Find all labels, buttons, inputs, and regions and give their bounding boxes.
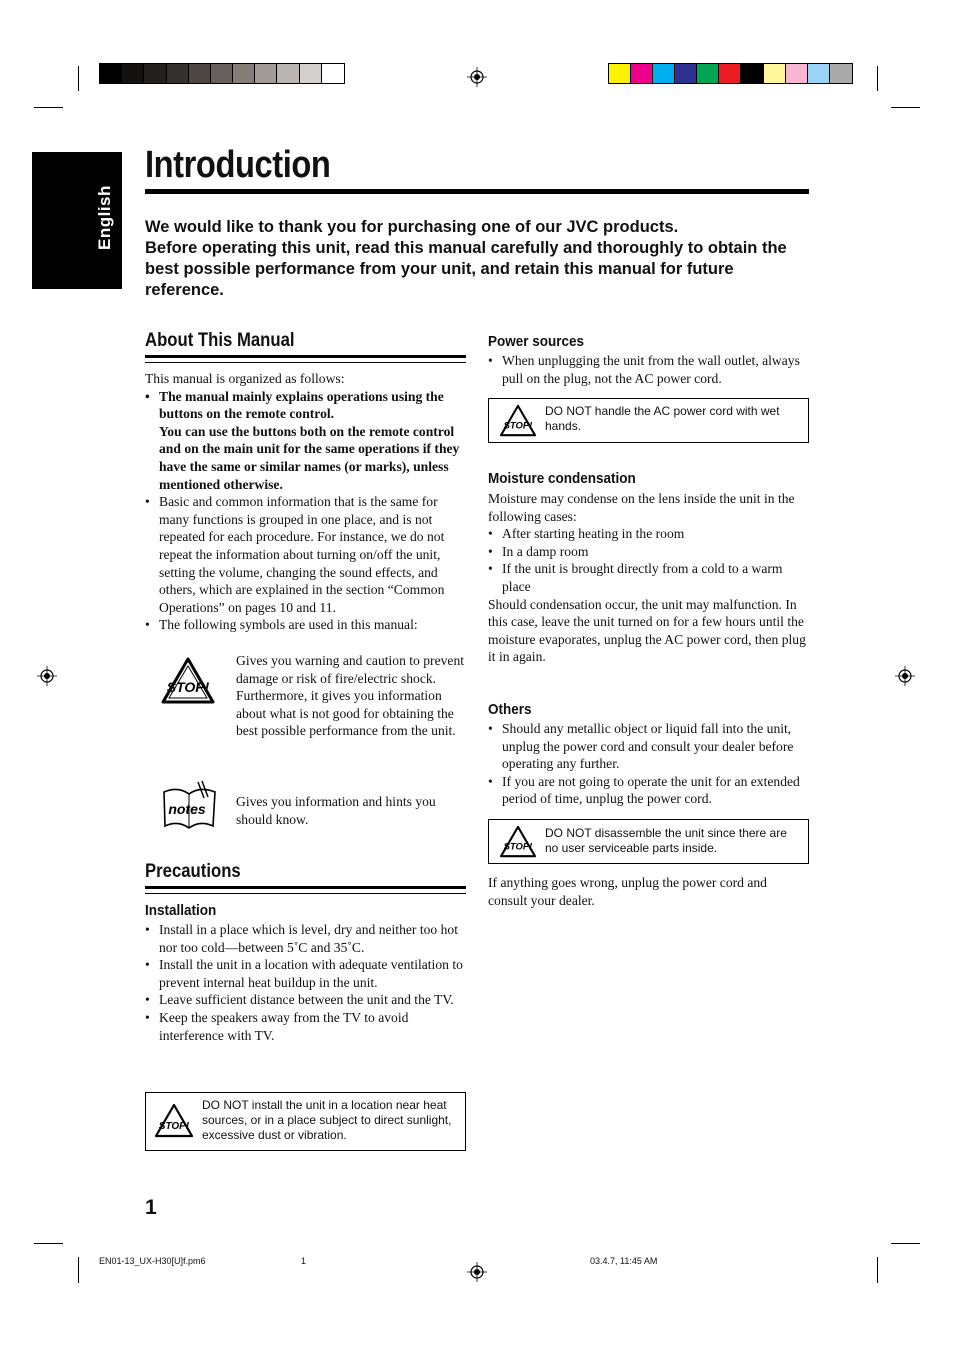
- title-rule: [145, 189, 809, 194]
- stop-desc-2: Furthermore, it gives you information about what is not good for obtaining the best possible performance from the unit.: [236, 688, 456, 739]
- section-rule: [145, 355, 466, 363]
- installation-list: [145, 921, 466, 1044]
- section-rule: [145, 886, 466, 894]
- moisture-heading: Moisture condensation: [488, 470, 636, 487]
- about-heading: About This Manual: [145, 330, 295, 351]
- stop-warning-icon: [160, 656, 216, 706]
- power-warning-box: [488, 398, 809, 443]
- notes-icon: [158, 780, 220, 834]
- color-swatch: [741, 64, 763, 83]
- color-swatch: [697, 64, 719, 83]
- crop-mark: [34, 1243, 63, 1244]
- list-item: • If the unit is brought directly from a cold to a warm place: [488, 560, 809, 595]
- list-item: • In a damp room: [488, 543, 809, 561]
- intro-line-1: We would like to thank you for purchasing one of our JVC products.: [145, 218, 679, 236]
- power-body: [488, 352, 809, 387]
- about-bullet-1b: You can use the buttons both on the remote control and on the main unit for the same operations if they have the same or similar names (or marks), unless mentioned otherwise.: [159, 423, 460, 492]
- crop-mark: [877, 66, 878, 91]
- others-warning-box: [488, 819, 809, 864]
- color-swatch: [830, 64, 852, 83]
- page-number: 1: [145, 1196, 157, 1219]
- notes-description: Gives you information and hints you should know.: [236, 794, 436, 827]
- list-item: • If you are not going to operate the unit for an extended period of time, unplug the power cord.: [488, 773, 813, 808]
- crop-mark: [78, 66, 79, 91]
- color-swatch: [764, 64, 786, 83]
- color-swatch: [167, 64, 189, 83]
- install-warning-text: DO NOT install the unit in a location near heat sources, or in a place subject to direct sunlight, excessive dust or vibration.: [202, 1098, 452, 1142]
- color-swatch: [100, 64, 122, 83]
- color-swatch: [808, 64, 830, 83]
- crop-mark: [891, 107, 920, 108]
- crop-mark: [34, 107, 63, 108]
- color-swatch: [719, 64, 741, 83]
- closing-text: If anything goes wrong, unplug the power cord and consult your dealer.: [488, 875, 767, 908]
- registration-mark-icon: [467, 1262, 487, 1282]
- color-swatch: [122, 64, 144, 83]
- stop-label: STOP!: [503, 841, 533, 853]
- stop-label: STOP!: [503, 420, 533, 432]
- stop-description: [236, 652, 468, 740]
- stop-label: STOP!: [166, 679, 210, 695]
- about-body: [145, 370, 466, 634]
- gray-color-bar: [99, 63, 345, 84]
- list-item: • Basic and common information that is the same for many functions is grouped in one place, and is not repeated for each procedure. For instance, we do not repeat the information about turning on/off the unit, setting the volume, changing the sound effects, and others, which are explained in the section “Common Operations” on pages 10 and 11.: [145, 493, 466, 616]
- stop-warning-icon: [498, 825, 538, 859]
- crop-mark: [877, 1257, 878, 1283]
- list-item: • After starting heating in the room: [488, 525, 809, 543]
- color-swatch: [322, 64, 344, 83]
- list-item: • Leave sufficient distance between the unit and the TV.: [145, 991, 466, 1009]
- list-item: • The following symbols are used in this manual:: [145, 616, 466, 634]
- page-title: Introduction: [145, 144, 331, 186]
- crop-mark: [891, 1243, 920, 1244]
- intro-text: [145, 217, 815, 301]
- color-swatch: [144, 64, 166, 83]
- list-item: • Should any metallic object or liquid fall into the unit, unplug the power cord and consult your dealer before operating any further.: [488, 720, 813, 773]
- intro-line-2: Before operating this unit, read this manual carefully and thoroughly to obtain the best possible performance from your unit, and retain this manual for future reference.: [145, 239, 787, 299]
- stop-warning-icon: [154, 1103, 194, 1139]
- registration-mark-icon: [37, 666, 57, 686]
- color-swatch: [255, 64, 277, 83]
- power-warning-text: DO NOT handle the AC power cord with wet hands.: [545, 404, 780, 433]
- registration-mark-icon: [895, 666, 915, 686]
- notes-label: notes: [168, 801, 206, 817]
- moisture-body: [488, 490, 809, 666]
- stop-desc-1: Gives you warning and caution to prevent damage or risk of fire/electric shock.: [236, 653, 465, 686]
- about-bullet-1a: The manual mainly explains operations using the buttons on the remote control.: [159, 388, 444, 422]
- install-warning-box: [145, 1092, 466, 1151]
- list-item: • When unplugging the unit from the wall outlet, always pull on the plug, not the AC power cord.: [488, 352, 809, 387]
- footer-file: EN01-13_UX-H30[U]f.pm6: [99, 1256, 206, 1266]
- moisture-after: Should condensation occur, the unit may malfunction. In this case, leave the unit turned on for a few hours until the moisture evaporates, unplug the AC power cord, then plug it in again.: [488, 596, 806, 665]
- list-item: • Keep the speakers away from the TV to avoid interference with TV.: [145, 1009, 466, 1044]
- color-swatch: [211, 64, 233, 83]
- stop-warning-icon: [498, 404, 538, 438]
- color-swatch: [653, 64, 675, 83]
- crop-mark: [78, 1257, 79, 1283]
- color-swatch: [300, 64, 322, 83]
- color-swatch: [631, 64, 653, 83]
- footer-page: 1: [301, 1256, 307, 1266]
- color-swatch: [786, 64, 808, 83]
- precautions-heading: Precautions: [145, 861, 241, 882]
- stop-label: STOP!: [158, 1121, 190, 1132]
- color-swatch: [277, 64, 299, 83]
- registration-mark-icon: [467, 67, 487, 87]
- about-lead: This manual is organized as follows:: [145, 371, 345, 386]
- color-swatch: [189, 64, 211, 83]
- power-heading: Power sources: [488, 333, 585, 350]
- moisture-lead: Moisture may condense on the lens inside the unit in the following cases:: [488, 491, 795, 524]
- color-swatch: [675, 64, 697, 83]
- installation-heading: Installation: [145, 902, 217, 919]
- others-heading: Others: [488, 701, 532, 718]
- others-body: [488, 720, 813, 808]
- list-item: • Install the unit in a location with adequate ventilation to prevent internal heat buildup in the unit.: [145, 956, 466, 991]
- color-bar: [608, 63, 853, 84]
- color-swatch: [233, 64, 255, 83]
- footer-date: 03.4.7, 11:45 AM: [590, 1256, 658, 1266]
- list-item: • Install in a place which is level, dry and neither too hot nor too cold—between 5˚C and 35˚C.: [145, 921, 466, 956]
- others-warning-text: DO NOT disassemble the unit since there are no user serviceable parts inside.: [545, 826, 787, 855]
- language-label: English: [95, 185, 114, 250]
- list-item: [145, 388, 466, 494]
- color-swatch: [609, 64, 631, 83]
